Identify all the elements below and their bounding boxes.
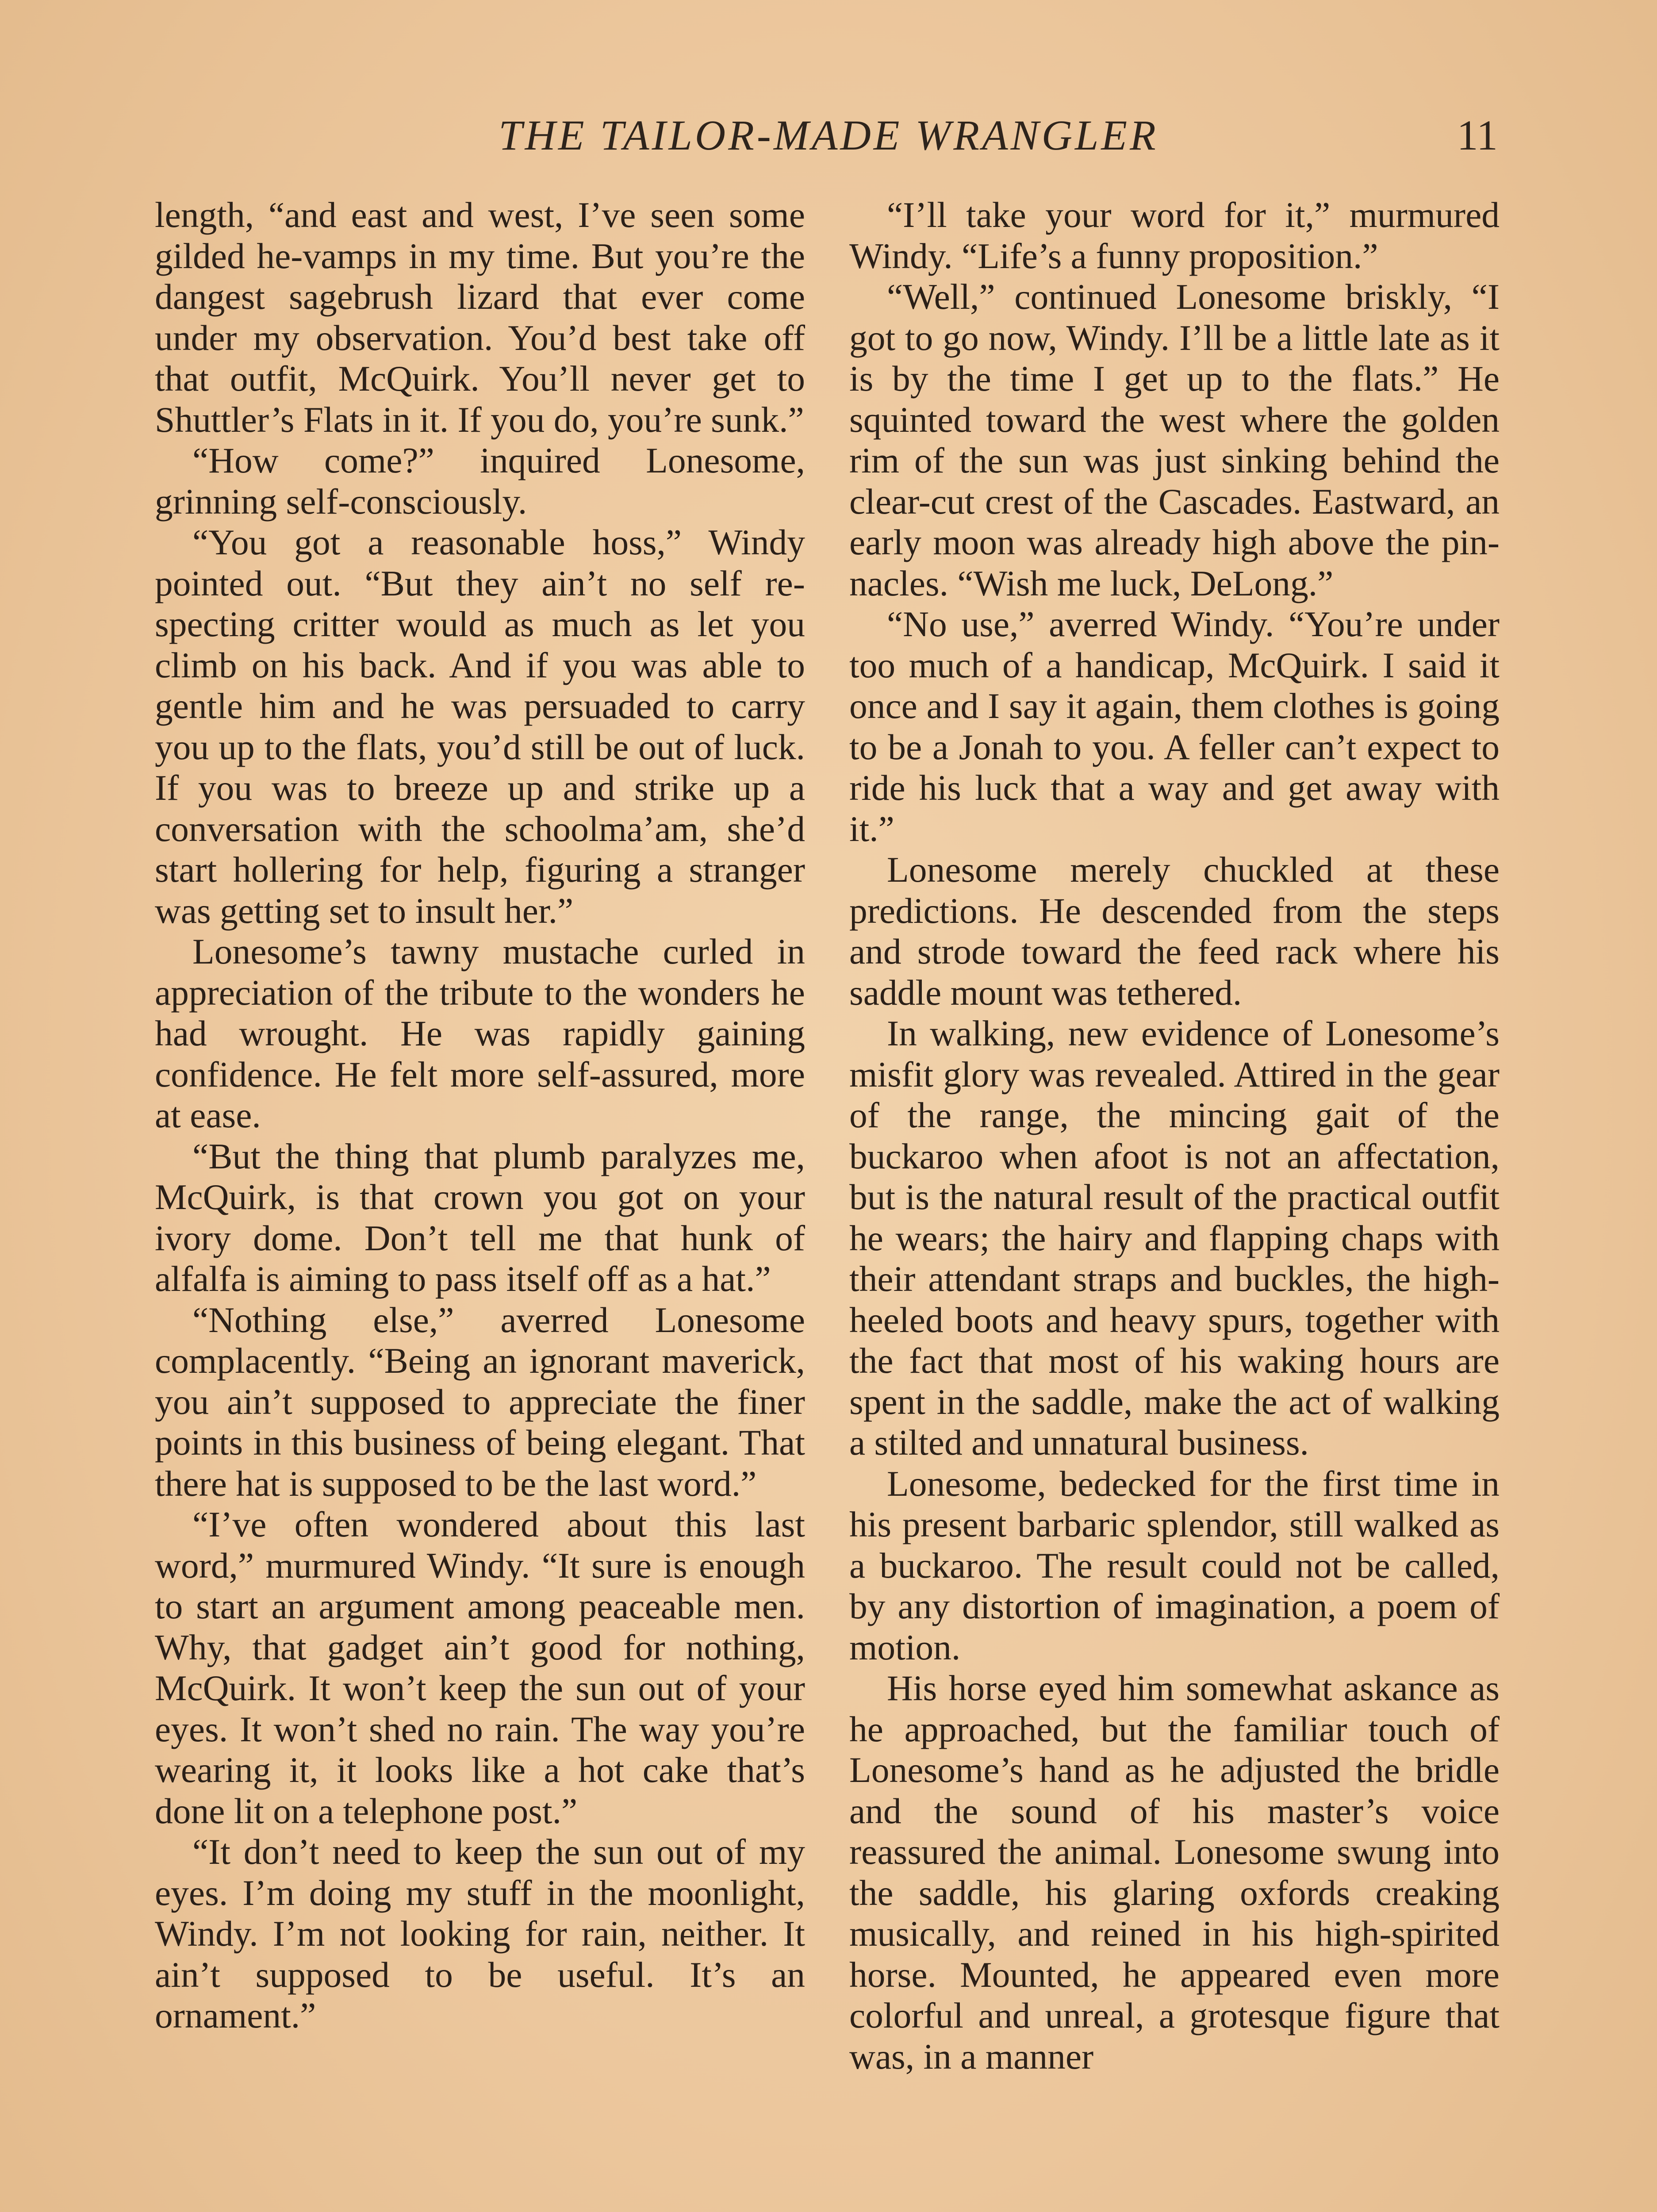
page-header <box>159 111 1498 173</box>
paragraph: “Well,” continued Lonesome briskly, “I got to go now, Windy. I’ll be a little late as it is by the time I get up to the flats.” He squinted toward the west where the golden rim of the sun was just sinking behind the clear-cut crest of the Cascades. Eastward, an early moon was already high above the pinnacles. “Wish me luck, DeLong.” <box>849 276 1500 603</box>
paragraph: “It don’t need to keep the sun out of my eyes. I’m doing my stuff in the moonlight, Windy. I’m not looking for rain, neither. It ain’t supposed to be useful. It’s an ornament.” <box>155 1832 805 2035</box>
paragraph: Lonesome’s tawny mustache curled in appreciation of the tribute to the wonders he had wrought. He was rapidly gaining confidence. He felt more self-assured, more at ease. <box>155 931 805 1135</box>
paragraph: “I’ve often wondered about this last word,” murmured Windy. “It sure is enough to start an argument among peaceable men. Why, that gadget ain’t good for nothing, McQuirk. It won’t keep the sun out of your eyes. It won’t shed no rain. The way you’re wearing it, it looks like a hot cake that’s done lit on a telephone post.” <box>155 1504 805 1831</box>
paragraph: length, “and east and west, I’ve seen some gilded he-vamps in my time. But you’re the dangest sagebrush lizard that ever come under my observation. You’d best take off that outfit, McQuirk. You’ll never get to Shuttler’s Flats in it. If you do, you’re sunk.” <box>155 195 805 440</box>
paragraph: In walking, new evidence of Lonesome’s misfit glory was revealed. Attired in the gear of the range, the mincing gait of the buckaroo when afoot is not an affectation, but is the natural result of the practical outfit he wears; the hairy and flapping chaps with their attendant straps and buckles, the high-heeled boots and heavy spurs, together with the fact that most of his waking hours are spent in the saddle, make the act of walking a stilted and unnatural business. <box>849 1013 1500 1463</box>
page-number: 11 <box>1457 111 1498 159</box>
right-column <box>849 195 1500 2077</box>
paragraph: His horse eyed him somewhat askance as he approached, but the familiar touch of Lonesome’s hand as he adjusted the bridle and the sound of his master’s voice reassured the animal. Lonesome swung into the saddle, his glaring oxfords creaking musically, and reined in his high-spirited horse. Mounted, he appeared even more colorful and unreal, a grotesque figure that was, in a manner <box>849 1668 1500 2077</box>
paragraph: Lonesome merely chuckled at these predictions. He descended from the steps and strode toward the feed rack where his saddle mount was tethered. <box>849 849 1500 1013</box>
left-column <box>155 195 805 2036</box>
paragraph: “Nothing else,” averred Lonesome complacently. “Being an ignorant maverick, you ain’t supposed to appreciate the finer points in this business of being elegant. That there hat is supposed to be the last word.” <box>155 1299 805 1504</box>
paragraph: “You got a reasonable hoss,” Windy pointed out. “But they ain’t no self respecting critter would as much as let you climb on his back. And if you was able to gentle him and he was persuaded to carry you up to the flats, you’d still be out of luck. If you was to breeze up and strike up a conversation with the schoolma’am, she’d start hollering for help, figuring a stranger was getting set to insult her.” <box>155 522 805 931</box>
paragraph: “No use,” averred Windy. “You’re under too much of a handicap, McQuirk. I said it once and I say it again, them clothes is going to be a Jonah to you. A feller can’t expect to ride his luck that a way and get away with it.” <box>849 604 1500 849</box>
paragraph: “How come?” inquired Lonesome, grinning self-consciously. <box>155 440 805 522</box>
paragraph: “I’ll take your word for it,” murmured Windy. “Life’s a funny proposition.” <box>849 195 1500 276</box>
running-title: THE TAILOR-MADE WRANGLER <box>499 111 1158 159</box>
paragraph: Lonesome, bedecked for the first time in his present barbaric splendor, still walked as a buckaroo. The result could not be called, by any distortion of imagination, a poem of motion. <box>849 1463 1500 1667</box>
paragraph: “But the thing that plumb paralyzes me, McQuirk, is that crown you got on your ivory dome. Don’t tell me that hunk of alfalfa is aiming to pass itself off as a hat.” <box>155 1136 805 1299</box>
